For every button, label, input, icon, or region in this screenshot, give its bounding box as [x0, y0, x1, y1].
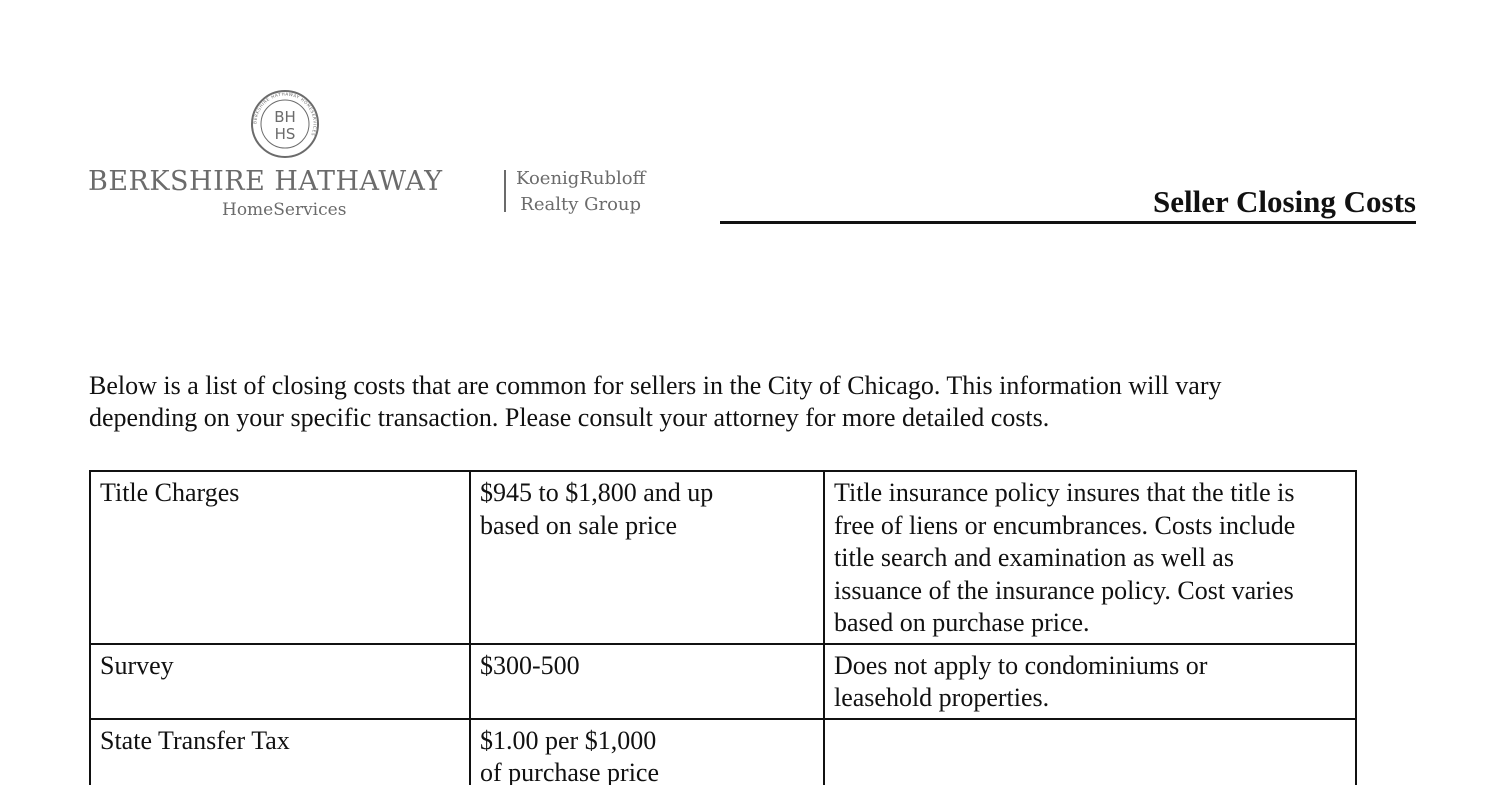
bhhs-seal-logo	[250, 89, 320, 159]
cost-note-line: based on purchase price.	[834, 608, 1090, 637]
cost-amount-line: $945 to $1,800 and up	[480, 478, 714, 507]
cost-amount-line: $1.00 per $1,000	[480, 725, 657, 755]
page-title: Seller Closing Costs	[1153, 184, 1416, 219]
brand-name	[516, 166, 645, 218]
cost-note-line: leasehold properties.	[834, 683, 1050, 712]
cost-amount-cell	[470, 719, 824, 785]
cost-item-cell	[90, 644, 470, 719]
cost-note-cell	[824, 719, 1356, 785]
seal-top-letters: BH	[274, 108, 296, 126]
cost-amount-line: of purchase price	[480, 758, 660, 785]
cost-item-label: Survey	[100, 650, 174, 680]
cost-note-line: Does not apply to condominiums or	[834, 650, 1208, 680]
cost-amount-line: based on sale price	[480, 510, 678, 540]
brand-line-2: Realty Group	[520, 194, 642, 215]
table-row	[90, 471, 1356, 644]
brand-line-1: KoenigRubloff	[516, 168, 646, 189]
closing-costs-table	[89, 470, 1357, 785]
cost-amount-cell	[470, 644, 824, 719]
company-division: HomeServices	[222, 200, 347, 220]
seal-bottom-letters: HS	[274, 125, 296, 143]
cost-item-label: State Transfer Tax	[100, 725, 290, 755]
intro-line: depending on your specific transaction. Please consult your attorney for more detailed costs.	[89, 403, 1050, 432]
title-underline	[720, 221, 1416, 224]
cost-note-cell	[824, 471, 1356, 644]
cost-item-cell	[90, 471, 470, 644]
cost-amount-line: $300-500	[480, 650, 580, 680]
cost-note-line: issuance of the insurance policy. Cost varies	[834, 575, 1294, 605]
cost-item-cell	[90, 719, 470, 785]
cost-note-cell	[824, 644, 1356, 719]
seal-ring-text: BERKSHIRE HATHAWAY HOMESERVICES	[252, 91, 318, 137]
table-row	[90, 644, 1356, 719]
cost-note-line: Title insurance policy insures that the title is	[834, 478, 1295, 507]
cost-note-line: free of liens or encumbrances. Costs include	[834, 510, 1296, 540]
logo-divider	[504, 170, 506, 212]
intro-line: Below is a list of closing costs that are common for sellers in the City of Chicago. This information will vary	[89, 371, 1222, 400]
intro-paragraph	[89, 370, 1389, 434]
company-name: BERKSHIRE HATHAWAY	[88, 166, 443, 197]
cost-note-line: title search and examination as well as	[834, 543, 1234, 572]
cost-amount-cell	[470, 471, 824, 644]
table-row	[90, 719, 1356, 785]
cost-item-label: Title Charges	[100, 478, 240, 507]
